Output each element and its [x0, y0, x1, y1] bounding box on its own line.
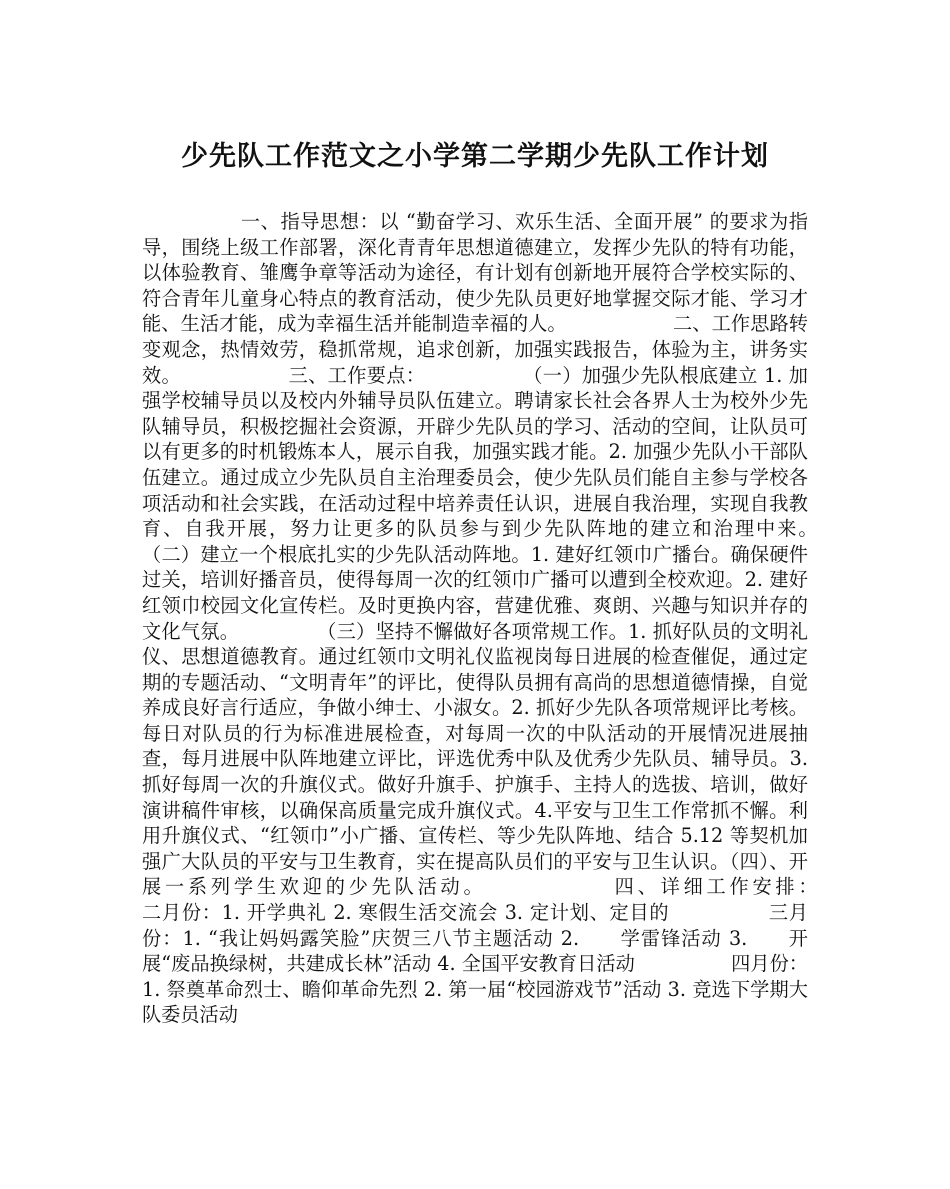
document-title: 少先队工作范文之小学第二学期少先队工作计划: [181, 141, 769, 172]
document-body-text: 一、指导思想：以 “勤奋学习、欢乐生活、全面开展” 的要求为指导，围绕上级工作部署，深化青青年思想道德建立，发挥少先队的特有功能，以体验教育、雏鹰争章等活动为途径，有计划有创新地开展符合学校实际的、符合青年儿童身心特点的教育活动，使少先队员更好地掌握交际才能、学习才能、生活才能，成为幸福生活并能制造幸福的人。 二、工作思路转变观念，热情效劳，稳抓常规，追求创新，加强实践报告，体验为主，讲务实效。 三、工作要点： （一）加强少先队根底建立 1. 加强学校辅导员以及校内外辅导员队伍建立。聘请家长社会各界人士为校外少先队辅导员，积极挖掘社会资源，开辟少先队员的学习、活动的空间，让队员可以有更多的时机锻炼本人，展示自我，加强实践才能。2. 加强少先队小干部队伍建立。通过成立少先队员自主治理委员会，使少先队员们能自主参与学校各项活动和社会实践，在活动过程中培养责任认识，进展自我治理，实现自我教育、自我开展，努力让更多的队员参与到少先队阵地的建立和治理中来。 （二）建立一个根底扎实的少先队活动阵地。1. 建好红领巾广播台。确保硬件过关，培训好播音员，使得每周一次的红领巾广播可以遭到全校欢迎。2. 建好红领巾校园文化宣传栏。及时更换内容，营建优雅、爽朗、兴趣与知识并存的文化气氛。 （三）坚持不懈做好各项常规工作。1. 抓好队员的文明礼仪、思想道德教育。通过红领巾文明礼仪监视岗每日进展的检查催促，通过定期的专题活动、“文明青年”的评比，使得队员拥有高尚的思想道德情操，自觉养成良好言行适应，争做小绅士、小淑女。2. 抓好少先队各项常规评比考核。每日对队员的行为标准进展检查，对每周一次的中队活动的开展情况进展抽查，每月进展中队阵地建立评比，评选优秀中队及优秀少先队员、辅导员。3. 抓好每周一次的升旗仪式。做好升旗手、护旗手、主持人的选拔、培训，做好演讲稿件审核，以确保高质量完成升旗仪式。4.平安与卫生工作常抓不懈。利用升旗仪式、“红领巾”小广播、宣传栏、等少先队阵地、结合 5.12 等契机加强广大队员的平安与卫生教育，实在提高队员们的平安与卫生认识。（四）、开展一系列学生欢迎的少先队活动。 四、详细工作安排： 二月份：1. 开学典礼 2. 寒假生活交流会 3. 定计划、定目的 三月份：1. “我让妈妈露笑脸”庆贺三八节主题活动 2. 学雷锋活动 3. 开展“废品换绿树，共建成长林”活动 4. 全国平安教育日活动 四月份：1. 祭奠革命烈士、瞻仰革命先烈 2. 第一届“校园游戏节”活动 3. 竞选下学期大队委员活动: [142, 210, 924, 1027]
